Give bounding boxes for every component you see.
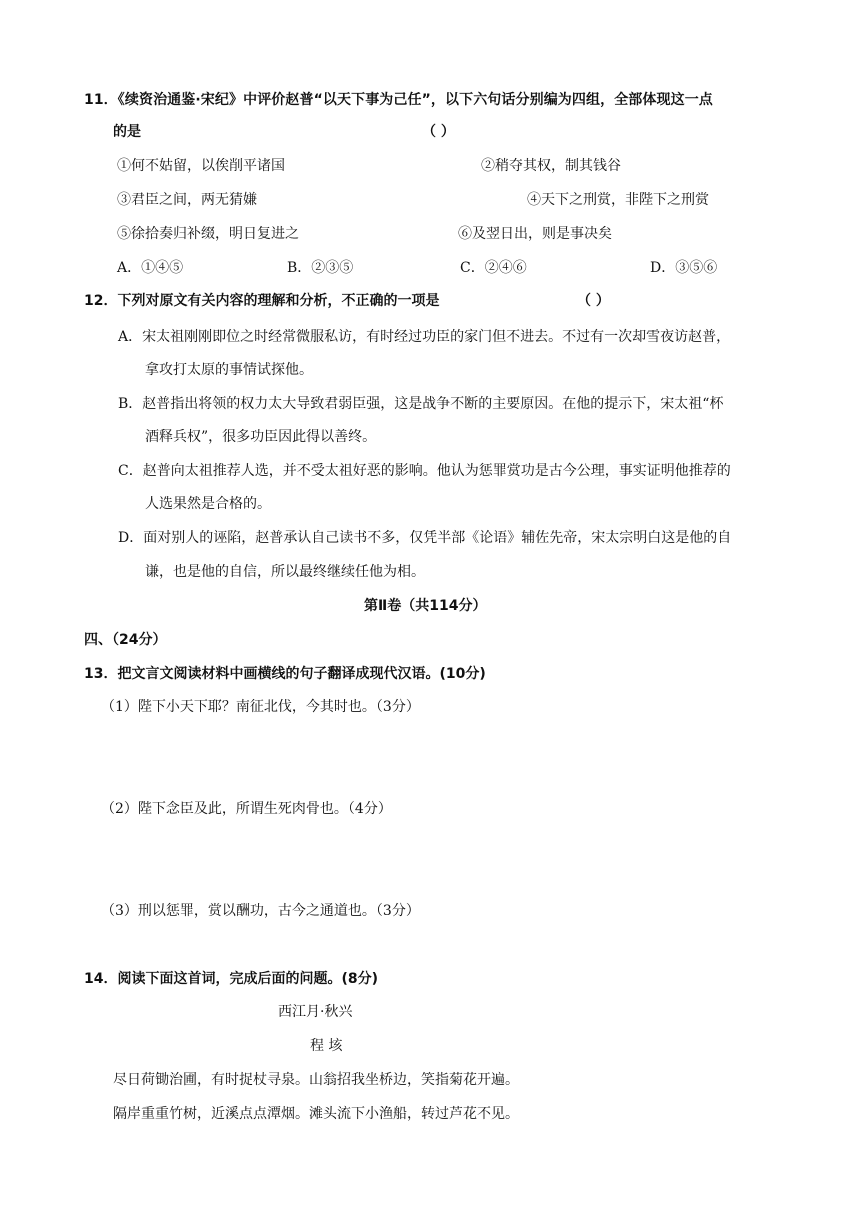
q11-option-d: D．③⑤⑥	[650, 260, 718, 276]
q12-option-d-line1: D．面对别人的诬陷，赵普承认自己读书不多，仅凭半部《论语》辅佐先帝，宋太宗明白这是他的自	[118, 530, 732, 546]
q11-item-5: ⑤徐拾奏归补缀，明日复进之	[117, 226, 299, 242]
q12-option-c-line1: C．赵普向太祖推荐人选，并不受太祖好恶的影响。他认为惩罪赏功是古今公理，事实证明他推荐的	[118, 463, 731, 479]
q13-sentence-2: （2）陛下念臣及此，所谓生死肉骨也。（4分）	[101, 801, 392, 817]
poem-line-1: 尽日荷锄治圃，有时捉杖寻泉。山翁招我坐桥边，笑指菊花开遍。	[113, 1072, 519, 1088]
q12-stem: 12．下列对原文有关内容的理解和分析，不正确的一项是	[84, 293, 440, 309]
q14-stem: 14．阅读下面这首词，完成后面的问题。(8分)	[84, 971, 379, 987]
poem-author: 程 垓	[310, 1038, 343, 1054]
q11-stem-line2: 的是	[113, 124, 141, 140]
q11-option-c: C．②④⑥	[460, 260, 527, 276]
q12-answer-paren: （ ）	[577, 293, 610, 309]
part-heading: 四、（24分）	[84, 632, 167, 648]
q11-item-1: ①何不姑留，以俟削平诸国	[117, 158, 285, 174]
q13-sentence-3: （3）刑以惩罪，赏以酬功，古今之通道也。（3分）	[101, 903, 420, 919]
q13-stem: 13．把文言文阅读材料中画横线的句子翻译成现代汉语。(10分)	[84, 666, 486, 682]
q12-option-d-line2: 谦，也是他的自信，所以最终继续任他为相。	[145, 564, 425, 580]
q12-option-c-line2: 人选果然是合格的。	[145, 496, 271, 512]
q11-answer-paren: （ ）	[422, 124, 455, 140]
q11-item-2: ②稍夺其权，制其钱谷	[481, 158, 621, 174]
q12-option-b-line1: B．赵普指出将领的权力太大导致君弱臣强，这是战争不断的主要原因。在他的提示下，宋太祖“杯	[118, 396, 724, 412]
q12-option-a-line2: 拿攻打太原的事情试探他。	[145, 362, 313, 378]
q12-option-b-line2: 酒释兵权”，很多功臣因此得以善终。	[145, 429, 377, 445]
q13-sentence-1: （1）陛下小天下耶？南征北伐，今其时也。（3分）	[101, 699, 420, 715]
q11-item-3: ③君臣之间，两无猜嫌	[117, 192, 257, 208]
poem-line-2: 隔岸重重竹树，近溪点点潭烟。滩头流下小渔船，转过芦花不见。	[113, 1106, 519, 1122]
poem-title: 西江月·秋兴	[278, 1004, 353, 1020]
q11-option-a: A．①④⑤	[117, 260, 184, 276]
section-title: 第Ⅱ卷（共114分）	[364, 598, 487, 614]
q11-item-4: ④天下之刑赏，非陛下之刑赏	[527, 192, 709, 208]
q12-option-a-line1: A．宋太祖刚刚即位之时经常微服私访，有时经过功臣的家门但不进去。不过有一次却雪夜访赵普，	[118, 329, 731, 345]
q11-item-6: ⑥及翌日出，则是事决矣	[458, 226, 612, 242]
q11-option-b: B．②③⑤	[287, 260, 354, 276]
q11-stem-line1: 11．《续资治通鉴·宋纪》中评价赵普“以天下事为己任”，以下六句话分别编为四组，全部体现这一点	[84, 92, 713, 108]
